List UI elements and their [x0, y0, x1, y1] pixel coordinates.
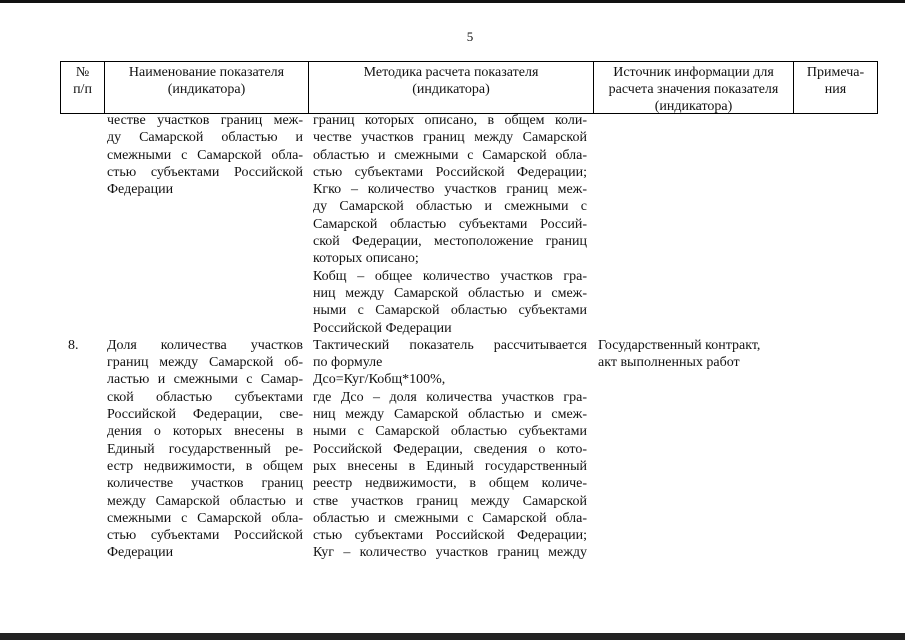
table-row-1-number-cell — [60, 337, 103, 562]
table-row-1-note-cell — [792, 337, 876, 562]
name-text-line: Федерации — [107, 545, 174, 561]
header-number — [61, 62, 104, 113]
name-text-line: ской областью субъектами — [107, 389, 303, 405]
name-text-line: естр недвижимости, в общем — [107, 458, 303, 474]
name-text-line: смежными с Самарской обла- — [107, 147, 303, 163]
name-text-line: Федерации — [107, 182, 174, 198]
source-text-line: акт выполненных работ — [598, 355, 740, 371]
method-text-line: Куг – количество участков границ между — [313, 545, 587, 561]
header-line: ния — [824, 81, 847, 97]
header-line: п/п — [73, 81, 92, 97]
header-notes — [793, 62, 877, 113]
method-text-line: Российской Федерации — [313, 320, 452, 336]
bottom-scan-border — [0, 633, 905, 640]
method-text-line: Самарской областью субъектами Россий- — [313, 216, 587, 232]
name-text-line: стью субъектами Российской — [107, 528, 303, 544]
method-text-line: областью и смежными с Самарской обла- — [313, 147, 587, 163]
header-line: Наименование показателя — [128, 65, 285, 80]
name-text-line: границ между Самарской об- — [107, 355, 303, 371]
method-text-line: честве участков границ между Самарской — [313, 130, 587, 146]
method-text-line: Российской Федерации, сведения о кото- — [313, 441, 587, 457]
header-indicator-name — [104, 62, 308, 113]
method-text-line: ниц между Самарской областью и смеж- — [313, 285, 587, 301]
header-line: № — [75, 65, 90, 80]
method-text-line: границ которых описано, в общем коли- — [313, 113, 587, 128]
name-text-line: Единый государственный ре- — [107, 441, 303, 457]
page-number: 5 — [466, 29, 474, 44]
name-text-line: смежными с Самарской обла- — [107, 510, 303, 526]
method-text-line: стью субъектами Российской Федерации; — [313, 164, 587, 180]
source-text-line: Государственный контракт, — [598, 337, 761, 353]
name-text-line: дения о которых внесены в — [107, 424, 303, 440]
header-line: расчета значения показателя — [608, 81, 779, 97]
name-text-line: Доля количества участков — [107, 337, 303, 353]
method-text-line: Тактический показатель рассчитывается — [313, 337, 587, 353]
table-row-0-method-cell — [307, 112, 592, 337]
table-row-0-note-cell — [792, 112, 876, 337]
method-text-line: Кгко – количество участков границ меж- — [313, 182, 587, 198]
method-text-line: Дсо=Куг/Кобщ*100%, — [313, 372, 446, 388]
method-text-line: ду Самарской областью и смежными с — [313, 199, 587, 215]
header-line: (индикатора) — [654, 98, 733, 113]
method-text-line: где Дсо – доля количества участков гра- — [313, 389, 587, 405]
table-header — [60, 61, 878, 114]
name-text-line: стью субъектами Российской — [107, 164, 303, 180]
header-calculation-method — [308, 62, 593, 113]
table-row-0-source-cell — [592, 112, 792, 337]
table-row-0-name-cell — [103, 112, 307, 337]
table-row-1-method-cell — [307, 337, 592, 562]
method-text-line: Кобщ – общее количество участков гра- — [313, 268, 587, 284]
header-line: Методика расчета показателя — [363, 65, 539, 80]
method-text-line: ными с Самарской областью субъектами — [313, 424, 587, 440]
name-text-line: ду Самарской областью и — [107, 130, 303, 146]
table-row-1-name-cell — [103, 337, 307, 562]
method-text-line: ными с Самарской областью субъектами — [313, 303, 587, 319]
method-text-line: реестр недвижимости, в общем количе- — [313, 476, 587, 492]
method-text-line: по формуле — [313, 355, 383, 371]
method-text-line: ниц между Самарской областью и смеж- — [313, 407, 587, 423]
name-text-line: Российской Федерации, све- — [107, 407, 303, 423]
name-text-line: между Самарской областью и — [107, 493, 303, 509]
header-line: (индикатора) — [167, 81, 246, 97]
header-line: Источник информации для — [613, 65, 774, 80]
number-text-line: 8. — [68, 337, 79, 353]
method-text-line: стью субъектами Российской Федерации; — [313, 528, 587, 544]
method-text-line: областью и смежными с Самарской обла- — [313, 510, 587, 526]
header-information-source — [593, 62, 793, 113]
header-line: Примеча- — [806, 65, 865, 80]
table-row-1-source-cell — [592, 337, 792, 562]
name-text-line: ластью и смежными с Самар- — [107, 372, 303, 388]
table-body — [60, 112, 878, 562]
name-text-line: количестве участков границ — [107, 476, 303, 492]
header-line: (индикатора) — [412, 81, 490, 97]
name-text-line: честве участков границ меж- — [107, 113, 303, 128]
method-text-line: ской Федерации, местоположение границ — [313, 234, 587, 250]
method-text-line: стве участков границ между Самарской — [313, 493, 587, 509]
method-text-line: которых описано; — [313, 251, 419, 267]
table-row-0-number-cell — [60, 112, 103, 337]
method-text-line: рых внесены в Единый государственный — [313, 458, 587, 474]
top-scan-border — [0, 0, 905, 3]
